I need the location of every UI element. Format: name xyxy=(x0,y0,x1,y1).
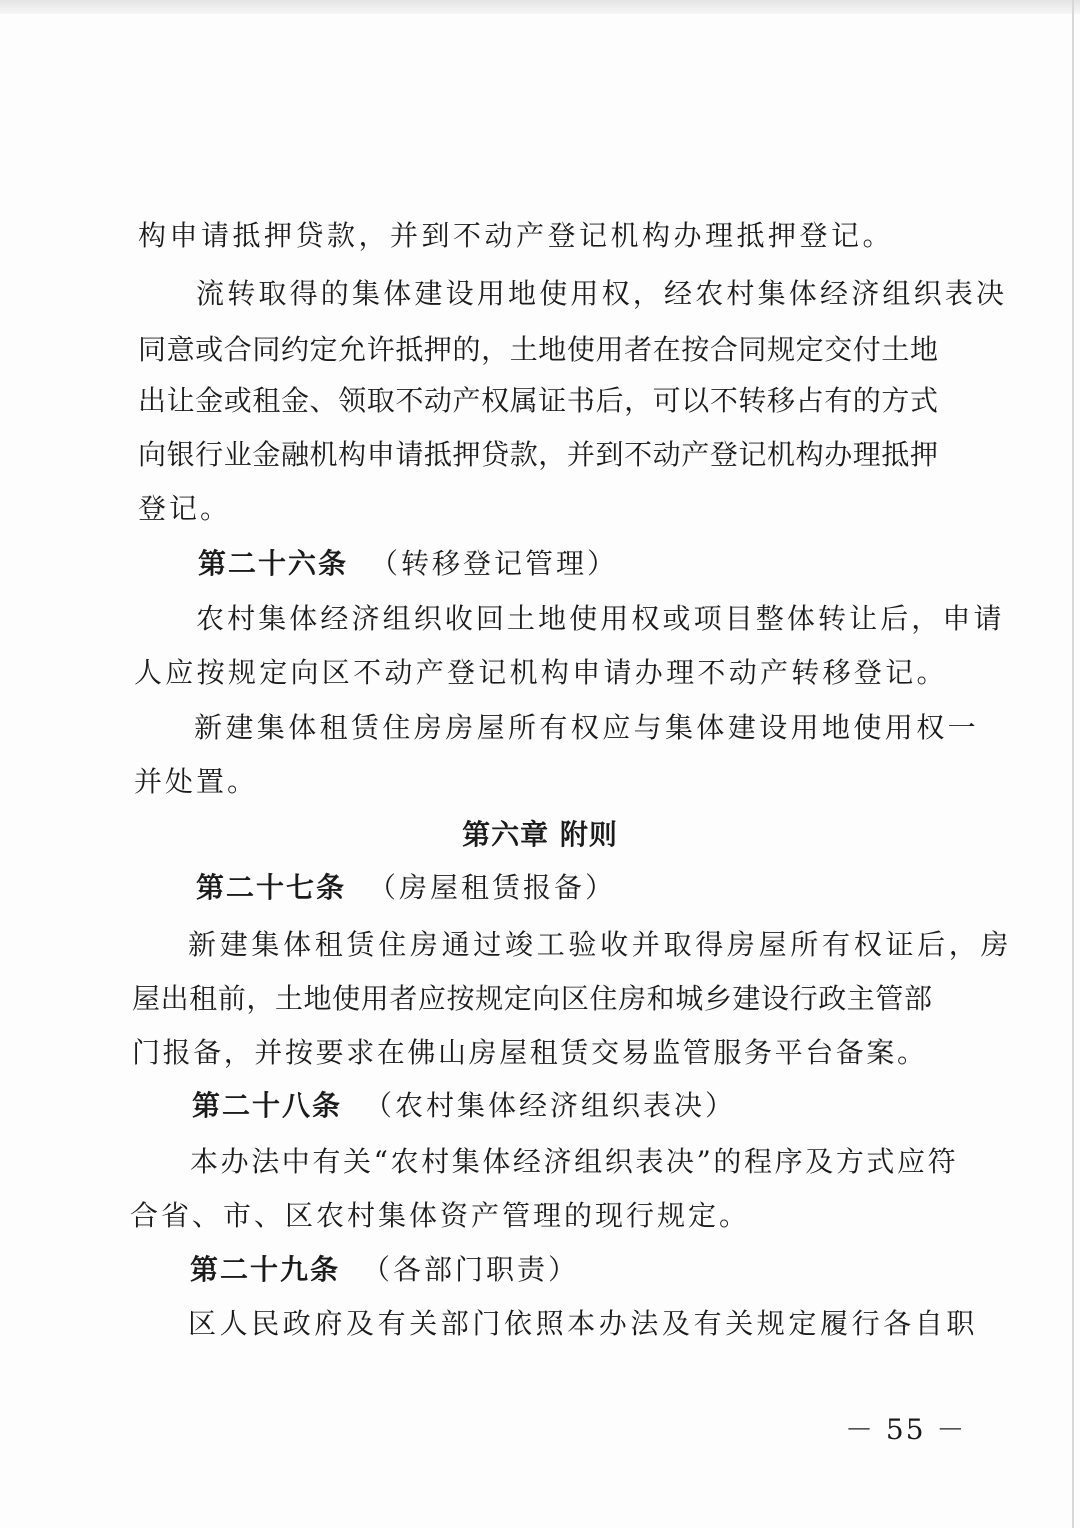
body-line: 同意或合同约定允许抵押的，土地使用者在按合同规定交付土地 xyxy=(138,333,938,366)
body-line: 流转取得的集体建设用地使用权，经农村集体经济组织表决 xyxy=(196,277,1008,310)
body-line: 合省、市、区农村集体资产管理的现行规定。 xyxy=(130,1199,751,1232)
page-number: － 55 － xyxy=(845,1413,967,1446)
body-line: 屋出租前，土地使用者应按规定向区住房和城乡建设行政主管部 xyxy=(132,982,932,1015)
chapter-title: 第六章 附则 xyxy=(462,818,618,851)
article-title: （各部门职责） xyxy=(362,1253,580,1286)
body-line: 登记。 xyxy=(138,492,232,525)
article-29-heading xyxy=(190,1253,579,1287)
article-number: 第二十六条 xyxy=(198,547,349,580)
body-line: 区人民政府及有关部门依照本办法及有关规定履行各自职 xyxy=(188,1307,979,1340)
body-line: 人应按规定向区不动产登记机构申请办理不动产转移登记。 xyxy=(134,656,948,689)
body-line: 新建集体租赁住房通过竣工验收并取得房屋所有权证后，房 xyxy=(188,928,1013,961)
body-line: 门报备，并按要求在佛山房屋租赁交易监管服务平台备案。 xyxy=(132,1036,928,1069)
article-number: 第二十九条 xyxy=(190,1253,341,1286)
article-title: （农村集体经济组织表决） xyxy=(364,1089,737,1122)
body-line: 出让金或租金、领取不动产权属证书后，可以不转移占有的方式 xyxy=(138,384,938,417)
body-line: 本办法中有关“农村集体经济组织表决”的程序及方式应符 xyxy=(190,1145,959,1178)
article-28-heading xyxy=(192,1089,736,1123)
body-line: 构申请抵押贷款，并到不动产登记机构办理抵押登记。 xyxy=(138,219,895,252)
article-27-heading xyxy=(196,871,616,905)
article-title: （房屋租赁报备） xyxy=(368,871,617,904)
scan-right-edge xyxy=(1072,0,1074,1528)
article-26-heading xyxy=(198,547,618,581)
body-line: 农村集体经济组织收回土地使用权或项目整体转让后，申请 xyxy=(196,602,1005,635)
article-number: 第二十八条 xyxy=(192,1089,343,1122)
body-line: 并处置。 xyxy=(134,765,259,798)
body-line: 新建集体租赁住房房屋所有权应与集体建设用地使用权一 xyxy=(194,711,980,744)
article-title: （转移登记管理） xyxy=(370,547,619,580)
scan-top-edge xyxy=(0,0,1080,14)
article-number: 第二十七条 xyxy=(196,871,347,904)
body-line: 向银行业金融机构申请抵押贷款，并到不动产登记机构办理抵押 xyxy=(138,438,938,471)
